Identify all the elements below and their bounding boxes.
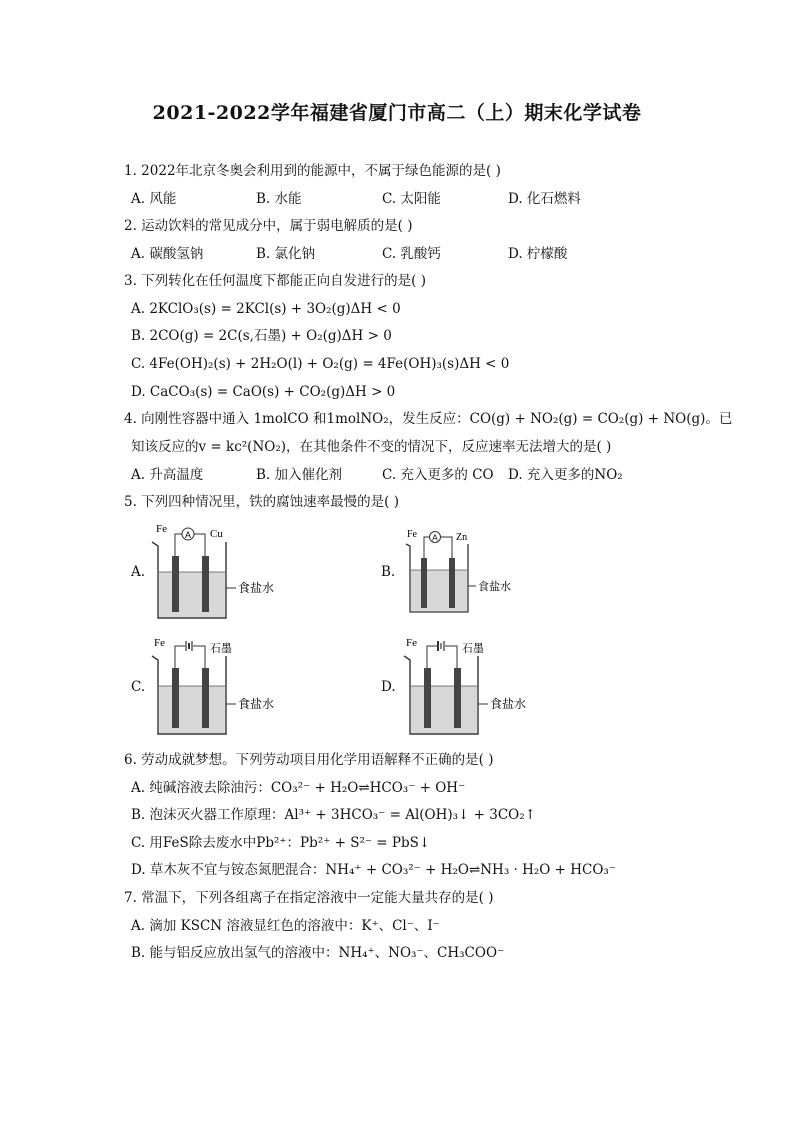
graphite-electrode-label: 石墨 <box>462 642 484 655</box>
beaker-diagram-c <box>150 636 300 740</box>
question-3-option-a[interactable]: A. 2KClO₃(s) = 2KCl(s) + 3O₂(g)ΔH < 0 <box>131 301 401 317</box>
question-4-option-a[interactable]: A. 升高温度 <box>131 467 204 483</box>
question-6-option-c[interactable]: C. 用FeS除去废水中Pb²⁺：Pb²⁺ + S²⁻ = PbS↓ <box>131 835 431 851</box>
question-3-option-b[interactable]: B. 2CO(g) = 2C(s,石墨) + O₂(g)ΔH > 0 <box>131 328 392 344</box>
question-4-option-c[interactable]: C. 充入更多的 CO <box>382 467 494 483</box>
salt-water-label: 食盐水 <box>238 697 275 711</box>
fe-electrode-label: Fe <box>406 637 417 649</box>
page-title: 2021-2022学年福建省厦门市高二（上）期末化学试卷 <box>152 102 642 124</box>
question-5-option-d[interactable]: D. <box>381 679 396 695</box>
question-4-option-b[interactable]: B. 加入催化剂 <box>256 467 343 483</box>
salt-water-label: 食盐水 <box>490 697 527 711</box>
question-4-stem-line-1: 4. 向刚性容器中通入 1molCO 和1molNO₂，发生反应：CO(g) + NO₂(g) = CO₂(g) + NO(g)。已 <box>124 411 733 427</box>
fe-electrode-label: Fe <box>407 529 417 540</box>
question-7-stem: 7. 常温下，下列各组离子在指定溶液中一定能大量共存的是( ) <box>124 890 494 906</box>
question-1-option-a[interactable]: A. 风能 <box>131 191 177 207</box>
question-5-option-b[interactable]: B. <box>381 564 396 580</box>
question-2-option-a[interactable]: A. 碳酸氢钠 <box>131 246 204 262</box>
question-5-option-a[interactable]: A. <box>131 564 146 580</box>
question-6-option-d[interactable]: D. 草木灰不宜与铵态氮肥混合：NH₄⁺ + CO₃²⁻ + H₂O⇌NH₃ · H₂O + HCO₃⁻ <box>131 862 616 878</box>
beaker-diagram-b <box>404 526 544 616</box>
question-5-option-c[interactable]: C. <box>131 679 146 695</box>
beaker-diagram-a <box>148 520 298 624</box>
cu-electrode-label: Cu <box>210 528 223 540</box>
question-3-stem: 3. 下列转化在任何温度下都能正向自发进行的是( ) <box>124 273 426 289</box>
question-3-option-c[interactable]: C. 4Fe(OH)₂(s) + 2H₂O(l) + O₂(g) = 4Fe(OH)₃(s)ΔH < 0 <box>131 356 510 372</box>
question-1-option-d[interactable]: D. 化石燃料 <box>508 191 581 207</box>
question-5-stem: 5. 下列四种情况里，铁的腐蚀速率最慢的是( ) <box>124 494 399 510</box>
salt-water-label: 食盐水 <box>238 581 275 595</box>
question-6-option-a[interactable]: A. 纯碱溶液去除油污：CO₃²⁻ + H₂O⇌HCO₃⁻ + OH⁻ <box>131 780 466 796</box>
fe-electrode-label: Fe <box>156 523 167 535</box>
question-7-option-a[interactable]: A. 滴加 KSCN 溶液显红色的溶液中：K⁺、Cl⁻、I⁻ <box>131 918 440 934</box>
salt-water-label: 食盐水 <box>478 580 511 593</box>
beaker-diagram-d <box>402 636 552 740</box>
question-2-option-d[interactable]: D. 柠檬酸 <box>508 246 568 262</box>
graphite-electrode-label: 石墨 <box>210 642 232 655</box>
question-6-stem: 6. 劳动成就梦想。下列劳动项目用化学用语解释不正确的是( ) <box>124 752 494 768</box>
question-4-stem-line-2: 知该反应的v = kc²(NO₂)，在其他条件不变的情况下，反应速率无法增大的是( ) <box>131 439 612 455</box>
question-4-option-d[interactable]: D. 充入更多的NO₂ <box>508 467 623 483</box>
question-6-option-b[interactable]: B. 泡沫灭火器工作原理：Al³⁺ + 3HCO₃⁻ = Al(OH)₃↓ + 3CO₂↑ <box>131 807 536 823</box>
fe-electrode-label: Fe <box>154 637 165 649</box>
question-2-stem: 2. 运动饮料的常见成分中，属于弱电解质的是( ) <box>124 218 413 234</box>
question-2-option-c[interactable]: C. 乳酸钙 <box>382 246 441 262</box>
question-1-option-b[interactable]: B. 水能 <box>256 191 302 207</box>
question-3-option-d[interactable]: D. CaCO₃(s) = CaO(s) + CO₂(g)ΔH > 0 <box>131 384 396 400</box>
ammeter-icon: A <box>184 530 192 540</box>
question-1-stem: 1. 2022年北京冬奥会利用到的能源中，不属于绿色能源的是( ) <box>124 163 501 179</box>
question-1-option-c[interactable]: C. 太阳能 <box>382 191 441 207</box>
question-7-option-b[interactable]: B. 能与铝反应放出氢气的溶液中：NH₄⁺、NO₃⁻、CH₃COO⁻ <box>131 945 505 961</box>
ammeter-icon: A <box>432 532 438 543</box>
question-2-option-b[interactable]: B. 氯化钠 <box>256 246 316 262</box>
zn-electrode-label: Zn <box>456 532 468 543</box>
